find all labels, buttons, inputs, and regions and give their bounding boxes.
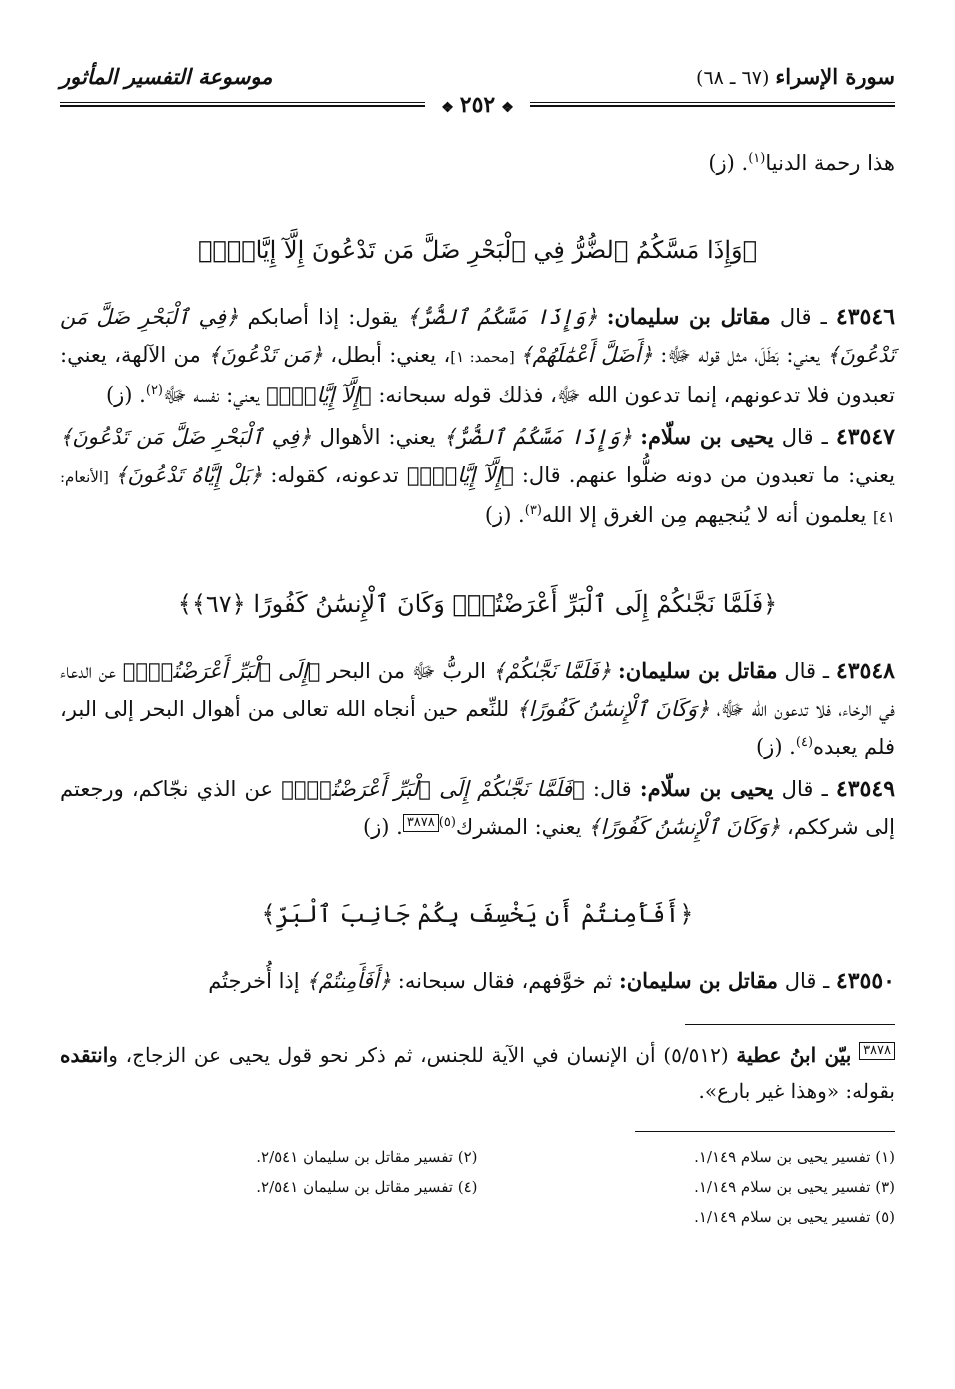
footnote-marker: (١) <box>748 151 766 166</box>
footnote-2: (٢) تفسير مقاتل بن سليمان ٢/٥٤١. <box>256 1148 478 1166</box>
entry-number: ٤٣٥٤٨ <box>835 658 895 684</box>
footnote-5: (٥) تفسير يحيى بن سلام ١/١٤٩. <box>694 1208 895 1226</box>
quran-quote: ﴿وَكَانَ ٱلْإِنسَٰنُ كَفُورًا﴾ <box>588 815 781 839</box>
ornament-icon: ❖ <box>441 100 454 116</box>
footnote-marker: (٢) <box>145 383 163 398</box>
document-page <box>60 60 895 1360</box>
verse-heading: ﴿وَإِذَا مَسَّكُمُ ٱلضُّرُّ فِي ٱلْبَحْرِ ضَلَّ مَن تَدْعُونَ إِلَّآ إِيَّاهُۖ﴾ <box>197 236 758 264</box>
quran-quote: ﴿وَكَانَ ٱلْإِنسَٰنُ كَفُورًا﴾ <box>516 697 710 721</box>
entry-number: ٤٣٥٤٩ <box>835 776 896 802</box>
narrator: مقاتل بن سليمان: <box>606 304 771 329</box>
editor-note: ٣٨٧٨ بيّن ابنُ عطية (٥/٥١٢) أن الإنسان في الآية للجنس، ثم ذكر نحو قول يحيى عن الزجاج، وانتقده بقوله: «وهذا غير بارع». <box>60 1043 895 1103</box>
quran-quote: ﴿فَلَمَّا نَجَّىٰكُمْ إِلَى ٱلْبَرِّ أَعْرَضْتُمْۚ﴾ <box>281 777 585 801</box>
verse-reference: [محمد: ١] <box>450 348 521 366</box>
footnote-marker: (٤) <box>795 735 814 750</box>
quran-quote: ﴿وَإِذَا مَسَّكُمُ ٱلضُّرُّ﴾ <box>407 305 598 329</box>
quran-quote: ﴿أَفَأَمِنتُمْ﴾ <box>306 969 392 993</box>
opening-line: هذا رحمة الدنيا$^{(١)}$. (ز) <box>708 151 895 175</box>
footnote-separator <box>635 1131 895 1132</box>
verse-heading: ﴿أَفَأَمِنتُمْ أَن يَخْسِفَ بِكُمْ جَانِبَ ٱلْبَرِّ﴾ <box>261 900 694 928</box>
quran-quote: ﴿إِلَّآ إِيَّاهُۖ﴾ <box>266 383 372 407</box>
ornament-icon: ❖ <box>501 100 514 116</box>
narration-entry: ٤٣٥٥٠ ـ قال مقاتل بن سليمان: ثم خوَّفهم، فقال سبحانه: ﴿أَفَأَمِنتُمْ﴾ إذا أُخرجتُم <box>208 968 895 994</box>
book-title: موسوعة التفسير المأثور <box>60 64 273 89</box>
page-number-text: ٢٥٢ <box>459 92 496 118</box>
narration-entry: ٤٣٥٤٦ ـ قال مقاتل بن سليمان: ﴿وَإِذَا مَسَّكُمُ ٱلضُّرُّ﴾ يقول: إذا أصابكم ﴿فِي ٱلْبَحْرِ ضَلَّ مَن تَدْعُونَ﴾ يعني: بَطَلَ، مثل قوله ﷻ: ﴿أَضَلَّ أَعْمَٰلَهُمْ﴾ [محمد: ١]، يعني: أبطل، ﴿مَن تَدْعُونَ﴾ من الآلهة، يعني: تعبدون فلا تدعونهم، إنما تدعون الله ﷻ، فذلك قوله سبحانه: ﴿إِلَّآ إِيَّاهُۖ﴾ يعني: نفسه ﷻ$^{(٢)}$. (ز) <box>60 304 896 407</box>
narrator: مقاتل بن سليمان: <box>618 968 779 993</box>
narration-entry: ٤٣٥٤٨ ـ قال مقاتل بن سليمان: ﴿فَلَمَّا نَجَّىٰكُمْ﴾ الربُّ ﷻ من البحر ﴿إِلَى ٱلْبَرِّ أَعْرَضْتُمْۚ﴾ عن الدعاء في الرخاء، فلا تدعون الله ﷻ، ﴿وَكَانَ ٱلْإِنسَٰنُ كَفُورًا﴾ للنِّعم حين أنجاه الله تعالى من أهوال البحر إلى البر، فلم يعبده$^{(٤)}$. (ز) <box>60 658 895 759</box>
footnote-marker: (٥) <box>438 815 456 830</box>
quran-quote: ﴿أَضَلَّ أَعْمَٰلَهُمْ﴾ <box>520 343 653 367</box>
quran-quote: ﴿فَلَمَّا نَجَّىٰكُمْ﴾ <box>492 659 612 683</box>
quran-quote: ﴿فِي ٱلْبَحْرِ ضَلَّ مَن تَدْعُونَ﴾ <box>60 305 895 367</box>
page-number <box>425 92 530 118</box>
verse-heading: ﴿فَلَمَّا نَجَّىٰكُمْ إِلَى ٱلْبَرِّ أَعْرَضْتُمْۚ وَكَانَ ٱلْإِنسَٰنُ كَفُورًا ﴿٦٧﴾﴾ <box>177 590 778 618</box>
editor-note-marker: ٣٨٧٨ <box>403 814 439 832</box>
footnote-3: (٣) تفسير يحيى بن سلام ١/١٤٩. <box>694 1178 895 1196</box>
footnotes <box>60 1142 895 1232</box>
entry-number: ٤٣٥٤٧ <box>835 424 895 450</box>
narration-entry: ٤٣٥٤٩ ـ قال يحيى بن سلّام: قال: ﴿فَلَمَّا نَجَّىٰكُمْ إِلَى ٱلْبَرِّ أَعْرَضْتُمْۚ﴾ عن الذي نجّاكم، ورجعتم إلى شرككم، ﴿وَكَانَ ٱلْإِنسَٰنُ كَفُورًا﴾ يعني: المشرك$^{(٥)}$٣٨٧٨. (ز) <box>60 776 896 839</box>
footnote-marker: (٣) <box>524 503 542 518</box>
quran-quote: ﴿بَلْ إِيَّاهُ تَدْعُونَ﴾ <box>115 463 263 487</box>
quran-quote: ﴿فِي ٱلْبَحْرِ ضَلَّ مَن تَدْعُونَ﴾ <box>60 425 312 449</box>
quran-quote: ﴿وَإِذَا مَسَّكُمُ ٱلضُّرُّ﴾ <box>443 425 633 449</box>
narration-entry: ٤٣٥٤٧ ـ قال يحيى بن سلّام: ﴿وَإِذَا مَسَّكُمُ ٱلضُّرُّ﴾ يعني: الأهوال ﴿فِي ٱلْبَحْرِ ضَلَّ مَن تَدْعُونَ﴾ يعني: ما تعبدون من دونه ضلُّوا عنهم. قال: ﴿إِلَّآ إِيَّاهُۖ﴾ تدعونه، كقوله: ﴿بَلْ إِيَّاهُ تَدْعُونَ﴾ [الأنعام: ٤١] يعلمون أنه لا يُنجيهم مِن الغرق إلا الله$^{(٣)}$. (ز) <box>60 424 896 527</box>
editor-note-marker: ٣٨٧٨ <box>859 1042 895 1060</box>
footnote-separator <box>685 1024 895 1025</box>
footnote-1: (١) تفسير يحيى بن سلام ١/١٤٩. <box>694 1148 895 1166</box>
footnote-4: (٤) تفسير مقاتل بن سليمان ٢/٥٤١. <box>256 1178 478 1196</box>
entry-number: ٤٣٥٥٠ <box>835 968 895 994</box>
narrator: مقاتل بن سليمان: <box>618 658 778 683</box>
entry-number: ٤٣٥٤٦ <box>835 304 896 330</box>
verse-range: (٦٧ ـ ٦٨) <box>696 67 770 89</box>
surah-title <box>696 64 895 89</box>
page-header <box>60 60 895 116</box>
verse-reference: [الأنعام: ٤١] <box>60 468 895 526</box>
quran-quote: ﴿إِلَى ٱلْبَرِّ أَعْرَضْتُمْۚ﴾ <box>122 659 321 683</box>
quran-quote: ﴿مَن تَدْعُونَ﴾ <box>208 343 323 367</box>
quran-quote: ﴿إِلَّآ إِيَّاهُۖ﴾ <box>406 463 514 487</box>
surah-name: سورة الإسراء <box>775 64 895 89</box>
narrator: يحيى بن سلّام: <box>640 424 774 449</box>
narrator: يحيى بن سلّام: <box>639 776 774 801</box>
